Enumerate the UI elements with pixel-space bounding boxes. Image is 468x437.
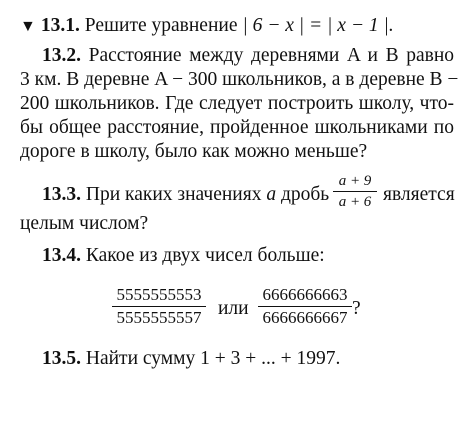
equation: | 6 − x | = | x − 1 |. (242, 15, 394, 36)
problem-text: Решите уравнение (84, 15, 238, 36)
problem-number: 13.3. (42, 184, 81, 205)
problem-13-3-line-1 (42, 183, 329, 207)
variable: a (266, 184, 277, 205)
problem-number: 13.1. (40, 15, 80, 36)
problem-13-2-line-3: 200 школьников. Где следует построить школу, что- (20, 93, 454, 114)
fraction-denominator: 6666666667 (262, 308, 348, 327)
fraction-5-over-5 (112, 285, 206, 328)
fraction-numerator: 5555555553 (116, 285, 202, 304)
fraction-numerator: 6666666663 (262, 285, 348, 304)
problem-text: При каких значениях (85, 184, 262, 205)
or-word: или (218, 298, 249, 319)
fraction-denominator: a + 6 (338, 194, 372, 210)
problem-text: Расстояние между деревнями A и B равно (88, 45, 455, 66)
fraction-denominator: 5555555557 (116, 308, 202, 327)
fraction-numerator: a + 9 (338, 173, 372, 189)
problem-13-2-line-5: дороге в школу, было как можно меньше? (20, 141, 368, 162)
problem-13-1 (20, 14, 454, 39)
problem-text: Какое из двух чисел больше: (85, 245, 325, 266)
question-mark: ? (352, 298, 361, 319)
fraction-6-over-6 (258, 285, 352, 328)
problem-13-2-line-4: бы общее расстояние, пройденное школьниками по (20, 117, 454, 138)
problem-13-2-line-1 (42, 44, 454, 68)
problem-13-5 (42, 347, 454, 371)
problem-text-mid: дробь (280, 184, 330, 205)
problem-text-after: является (383, 184, 455, 205)
problem-number: 13.2. (42, 45, 81, 66)
problem-number: 13.4. (42, 245, 81, 266)
problem-text: Найти сумму 1 + 3 + ... + 1997. (85, 348, 341, 369)
problem-13-2-line-2: 3 км. В деревне A − 300 школьников, а в деревне B − (20, 69, 459, 90)
fraction-a9-over-a6 (333, 172, 377, 211)
problem-13-4 (42, 244, 454, 268)
problem-number: 13.5. (42, 348, 81, 369)
problem-13-3-line-2: целым числом? (20, 213, 149, 234)
section-marker-icon: ▼ (20, 18, 36, 35)
